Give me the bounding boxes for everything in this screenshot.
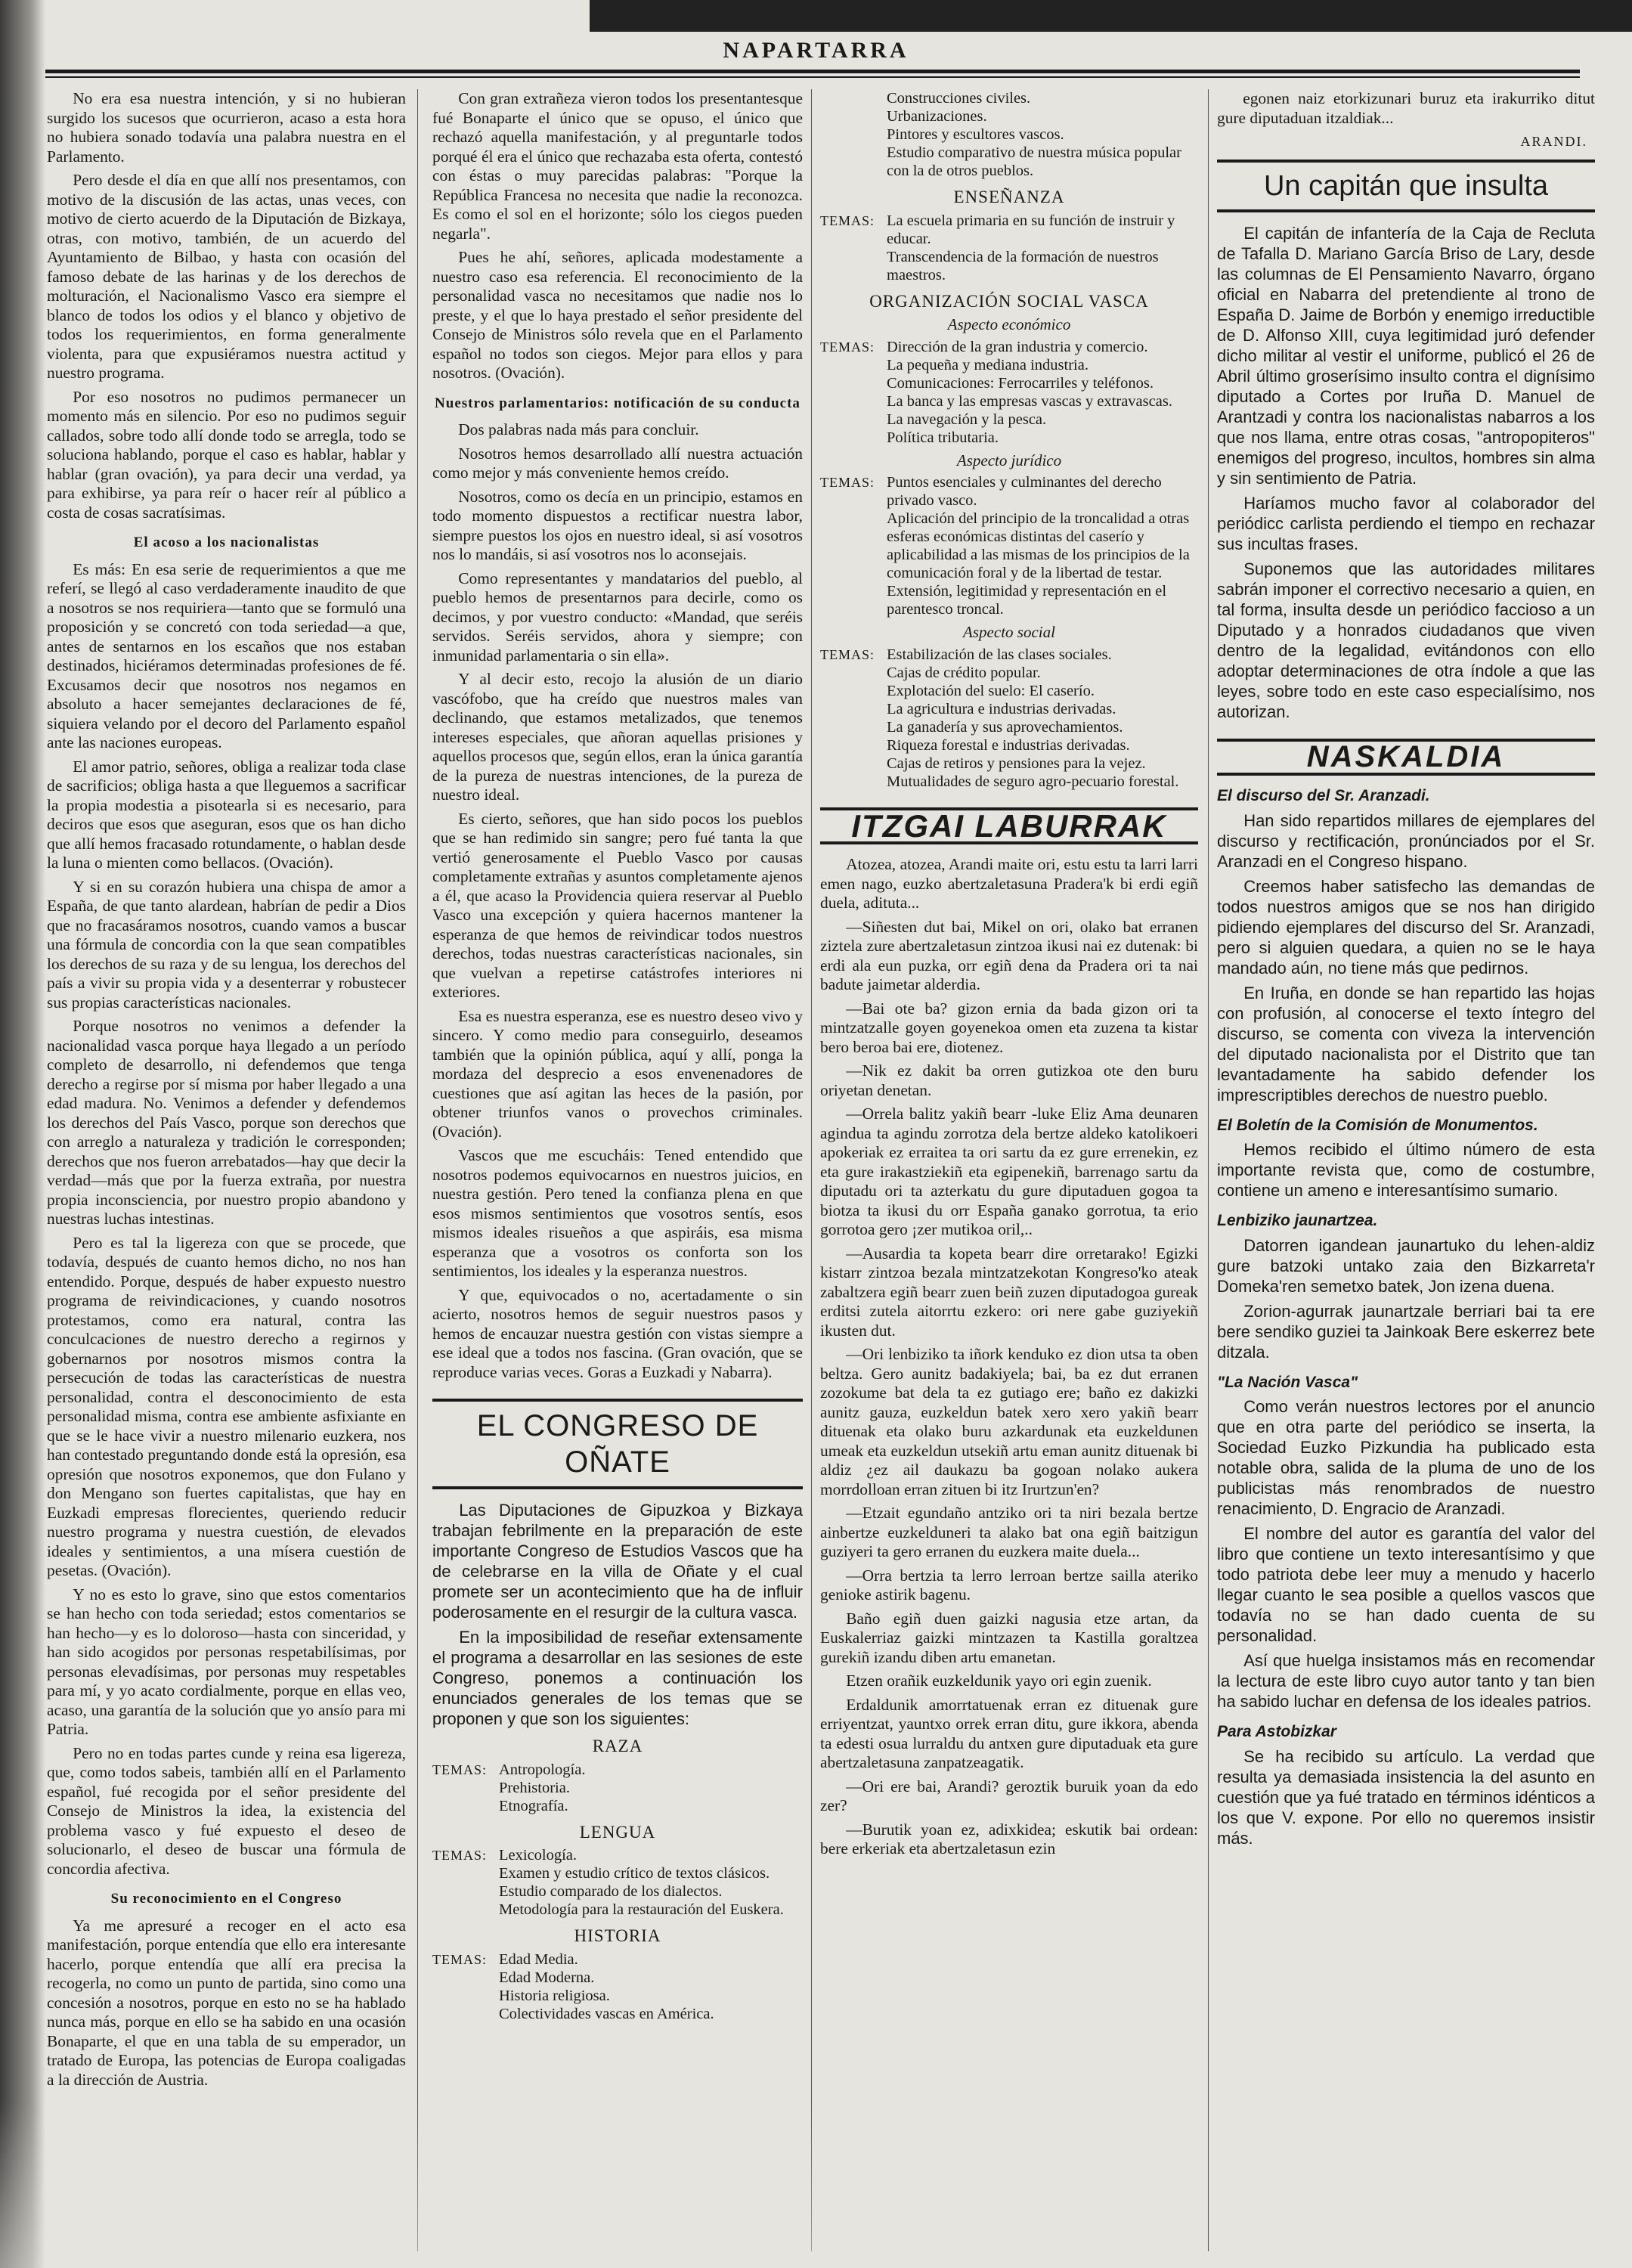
paragraph: —Bai ote ba? gizon ernia da bada gizon ori ta mintzatzalle goyen goyenekoa omen eta zuzena ta kistar bero beroa bai ere, diotenez. <box>820 999 1198 1056</box>
article-paragraphs <box>432 420 803 1382</box>
paragraph: Dos palabras nada más para concluir. <box>458 420 699 438</box>
tema-item: La escuela primaria en su función de instruir y educar. <box>887 212 1175 247</box>
column-3 <box>820 89 1198 2259</box>
paragraph: —Ausardia ta kopeta bearr dire orretarako! Egizki kistarr zintzoa bezala mintzatzekotan Kongreso'ko ateak zabaltzera egiñ bearr zuen beiñ zuzen diputadogoa gureak erditsi zutela aitorrtu ezkero: ori nere gabe guziyekiñ ikusten dut. <box>820 1244 1198 1340</box>
congreso-headline-box <box>432 1399 803 1489</box>
article-paragraphs <box>47 560 406 1879</box>
tema-item: Mutualidades de seguro agro-pecuario forestal. <box>887 773 1179 790</box>
tema-item: Edad Media. <box>499 1950 578 1968</box>
capitan-headline-box <box>1217 160 1595 212</box>
naskaldia-headline: NASKALDIA <box>1306 739 1506 773</box>
topic-subheading: Aspecto jurídico <box>956 451 1062 469</box>
paragraph: Ya me apresuré a recoger en el acto esa manifestación, porque entendía que ello era interesante hacerlo, porque entendía que allí era precisa la recogerla, no como un punto de partida, sino como una concesión a nosotros, porque en esto no se ha hablado nunca más, porque en ello se ha sabido en una ocasión Bonaparte, el que en una tabla de su emperador, un tratado de Europa, las potencias de Europa coaligadas a la dirección de Austria. <box>47 1916 406 2089</box>
article-paragraphs <box>432 1500 803 1729</box>
tema-item: La pequeña y mediana industria. <box>887 356 1089 373</box>
tema-item: Examen y estudio crítico de textos clásicos. <box>499 1865 770 1882</box>
paragraph: En la imposibilidad de reseñar extensamente el programa a desarrollar en las sesiones de este Congreso, ponemos a continuación los enunciados generales de los temas que se proponen y que son los siguientes: <box>432 1628 803 1728</box>
tema-item: Colectividades vascas en América. <box>499 2005 714 2022</box>
paragraph: Es cierto, señores, que han sido pocos los pueblos que se han redimido sin sangre; pero fué tanta la que vertió generosamente el Pueblo Vasco por causas completamente extrañas y asuntos completamente ajenos a él, que acaso la Providencia quiera reservar al Pueblo Vasco una excepción y quiera hacernos mantener la esperanza de que hemos de reivindicar todos nuestros derechos, todas nuestras características nacionales, sin que vuelvan a repetirse catástrofes interiores ni exteriores. <box>432 809 803 1001</box>
temas-items <box>887 338 1198 447</box>
tema-item: Estudio comparativo de nuestra música popular con la de otros pueblos. <box>887 144 1181 179</box>
topic-heading: LENGUA <box>579 1822 656 1842</box>
tema-item: Urbanizaciones. <box>887 108 987 125</box>
binding-shadow <box>0 0 45 2268</box>
article-paragraphs <box>1217 1235 1595 1362</box>
temas-block <box>820 212 1198 284</box>
article-paragraphs <box>1217 89 1595 128</box>
temas-items <box>499 1761 803 1815</box>
tema-item: Pintores y escultores vascos. <box>887 126 1064 143</box>
tema-item: La agricultura e industrias derivadas. <box>887 700 1116 717</box>
temas-block <box>432 1761 803 1815</box>
paragraph: Y si en su corazón hubiera una chispa de amor a España, de que tanto alardean, habrían de pedir a Dios que no fracasáramos nosotros, cuando vamos a buscar una fórmula de concordia con la que sean compatibles los derechos de su raza y de su lengua, los derechos del país a vivir su propia vida y a desenterrar y robustecer sus propias características nacionales. <box>47 877 406 1012</box>
paragraph: Con gran extrañeza vieron todos los presentantesque fué Bonaparte el único que se opuso, el único que rechazó aquella manifestación, y al preguntarle todos porqué él era el único que rechazaba esta oferta, contestó con éstas o muy parecidas palabras: "Porque la República Francesa no necesita que nadie la reconozca. Es como el sol en el horizonte; sólo los ciegos pueden negarla". <box>432 89 803 243</box>
paragraph: El nombre del autor es garantía del valor del libro que contiene un texto interesantísimo y que todo patriota debe leer muy a menudo y hacerlo llegar cuanto le sea posible a quellos vascos que todavía no se han dado cuenta de su personalidad. <box>1217 1524 1595 1645</box>
temas-block <box>432 1846 803 1919</box>
paragraph: Y no es esto lo grave, sino que estos comentarios se han hecho con toda seriedad; estos comentarios se han hecho—y es lo doloroso—hasta con sinceridad, y han sido acogidos por personas respetabilísimas, por personas elevadísimas, por personas muy respetables para mí, y yo acato cordialmente, porque en ellas veo, acaso, una garantía de la solución que yo ansío para mi Patria. <box>47 1585 406 1738</box>
temas-items <box>887 646 1198 791</box>
column-1 <box>47 89 406 2259</box>
article-paragraphs <box>820 855 1198 1859</box>
column-divider <box>811 89 812 2251</box>
column-4 <box>1217 89 1595 2259</box>
tema-item: La navegación y la pesca. <box>887 411 1047 428</box>
paragraph: Erdaldunik amorrtatuenak erran ez dituenak gure erriyentzat, yauntxo orrek erran ditu, gure ikkora, abenda ta edesti osua lurraldu du antxen gure diputaduak eta gure abertzaletasuna zanpatzeagatik. <box>820 1695 1198 1771</box>
temas-label: TEMAS: <box>432 1761 488 1777</box>
topic-subheading: Aspecto social <box>963 623 1055 641</box>
temas-label: TEMAS: <box>432 1848 488 1863</box>
article-paragraphs <box>432 89 803 383</box>
paragraph: —Ori ere bai, Arandi? geroztik buruik yoan da edo zer? <box>820 1777 1198 1814</box>
paragraph: —Nik ez dakit ba orren gutizkoa ote den buru oriyetan denetan. <box>820 1061 1198 1099</box>
topic-heading: RAZA <box>592 1737 643 1755</box>
temas-block <box>820 473 1198 618</box>
temas-items <box>887 473 1198 618</box>
temas-block <box>820 338 1198 447</box>
topic-heading: ORGANIZACIÓN SOCIAL VASCA <box>869 291 1149 311</box>
tema-item: La banca y las empresas vascas y extravascas. <box>887 392 1172 410</box>
paragraph: En Iruña, en donde se han repartido las hojas con profusión, al conocerse el texto íntegro del discurso, se comenta con viveza la intervención del diputado nacionalista por el Distrito que tan levantadamente ha sabido defender los imprescriptibles derechos de nuestro pueblo. <box>1217 983 1595 1105</box>
article-paragraphs <box>1217 223 1595 722</box>
paragraph: No era esa nuestra intención, y si no hubieran surgido los sucesos que ocurrieron, acaso a esta hora no hubiera sonado todavía una palabra nuestra en el Parlamento. <box>47 89 406 166</box>
paragraph: —Ori lenbiziko ta iñork kenduko ez dion utsa ta oben beltza. Gero aunitz badakiyela; bai, ba ez dut erranen zozokume bat dela ta ez gutiago ere; baño ez dakizki aunitz gauza, euzkeldun batek xero xero yakiñ bearr dituenak eta olako buru azkardunak eta euzkeldunen umeak eta euzkeldun utsekiñ artu eman aunitz dituenak bi aldiz ¿ez ail daukazu ba gogoan nolako aukera morrdolloan erran zituen bi itz Irurtzun'en? <box>820 1345 1198 1498</box>
news-item-heading: El discurso del Sr. Aranzadi. <box>1217 787 1430 804</box>
news-item-heading: Lenbiziko jaunartzea. <box>1217 1212 1378 1229</box>
paragraph: Las Diputaciones de Gipuzkoa y Bizkaya trabajan febrilmente en la preparación de este importante Congreso de Estudios Vascos que ha de celebrarse en la villa de Oñate y el cual promete ser un acontecimiento que ha de influir poderosamente en el resurgir de la cultura vasca. <box>432 1501 803 1622</box>
temas-label: TEMAS: <box>820 212 875 228</box>
paragraph: Y que, equivocados o no, acertadamente o sin acierto, nosotros hemos de seguir nuestros pasos y hemos de encauzar nuestra gestión con vistas siempre a ese ideal que a todos nos fascina. (Gran ovación, que se reproduce varias veces. Goras a Euzkadi y Nabarra). <box>432 1285 803 1381</box>
article-paragraphs <box>1217 1396 1595 1712</box>
tema-item: La ganadería y sus aprovechamientos. <box>887 718 1123 736</box>
tema-item: Puntos esenciales y culminantes del derecho privado vasco. <box>887 474 1162 509</box>
paragraph: Así que huelga insistamos más en recomendar la lectura de este libro cuyo autor tanto y tan bien ha sabido luchar en defensa de los ideales patrios. <box>1217 1651 1595 1711</box>
temas-block <box>432 1950 803 2023</box>
topic-subheading: Aspecto económico <box>947 315 1071 333</box>
naskaldia-headline-box <box>1217 739 1595 776</box>
paragraph: El amor patrio, señores, obliga a realizar toda clase de sacrificios; obliga hasta a que lleguemos a sacrificar la propia modestia a pisotearla si es necesario, para deciros que esos que aseguran, esos que os han dicho que allí hemos fracasado rotundamente, o hablan desde la luna o mienten como bellacos. (Ovación). <box>47 757 406 872</box>
temas-items <box>820 89 1198 180</box>
paragraph: Nosotros, como os decía en un principio, estamos en todo momento dispuestos a rectificar nuestra labor, siempre puestos los ojos en nuestro ideal, si así vosotros nos lo mandáis, si así vosotros nos lo aconsejais. <box>432 487 803 563</box>
paragraph: Se ha recibido su artículo. La verdad que resulta ya demasiada insistencia la del asunto en cuestión que ya fué tratado en términos idénticos a los que V. expone. Por ello no queremos insistir más. <box>1217 1746 1595 1848</box>
topic-heading: HISTORIA <box>574 1926 661 1945</box>
article-paragraphs <box>1217 810 1595 1105</box>
tema-item: Metodología para la restauración del Euskera. <box>499 1901 784 1918</box>
paragraph: —Etzait egundaño antziko ori ta niri bezala bertze ainbertze euzkelduneri ta alako bat ona egiñ baitzigun guziyeri ta gero erranen du euzkera maite duela... <box>820 1504 1198 1560</box>
paragraph: Datorren igandean jaunartuko du lehen-aldiz gure batzoki untako zaia den Bizkarreta'r Domeka'ren semetxo batek, Jon izena duena. <box>1217 1235 1595 1296</box>
section-subheading: El acoso a los nacionalistas <box>133 534 320 550</box>
paragraph: Pero desde el día en que allí nos presentamos, con motivo de la discusión de las actas, unas veces, con motivo de cierto acuerdo de la Diputación de Bizkaya, otras, con motivo, también, de un acuerdo del Ayuntamiento de Bilbao, y hasta con ocasión del famoso debate de las harinas y de los derechos de molturación, el Nacionalismo Vasco era siempre el blanco de todos los odios y el blanco y objetivo de todos los requerimientos, en forma generalmente violenta, para que expusiéramos nuestra actitud y nuestro programa. <box>47 171 406 382</box>
temas-label: TEMAS: <box>820 339 875 355</box>
paragraph: Hemos recibido el último número de esta importante revista que, como de costumbre, contiene un ameno e interesantísimo sumario. <box>1217 1140 1595 1200</box>
temas-items <box>499 1950 803 2023</box>
paragraph: Nosotros hemos desarrollado allí nuestra actuación como mejor y más conveniente hemos creído. <box>432 444 803 482</box>
tema-item: Edad Moderna. <box>499 1969 595 1986</box>
tema-item: Aplicación del principio de la troncalidad a otras esferas económicas distintas del caserío y aplicabilidad a las mismas de los principios de la comunicación foral y de la libertad de testar. <box>887 510 1190 581</box>
paragraph: El capitán de infantería de la Caja de Recluta de Tafalla D. Mariano García Briso de Lary, desde las columnas de El Pensamiento Navarro, órgano oficial en Nabarra del pretendiente al trono de España D. Jaime de Borbón y enemigo irreductible de D. Alfonso XIII, cuya legitimidad juró defender dicho militar al vestir el uniforme, publicó el 26 de Abril último groserísimo insulto contra el dignísimo diputado a Cortes por Iruña D. Manuel de Arantzadi y contra los nacionalistas nabarros a los que nos llama, entre otras cosas, "antropopiteros" enemigos del progreso, incultos, hombres sin alma y sin sentimiento de Patria. <box>1217 223 1595 488</box>
temas-label: TEMAS: <box>432 1951 488 1967</box>
paragraph: Haríamos mucho favor al colaborador del periódicc carlista perdiendo el tiempo en rechazar sus incultas frases. <box>1217 493 1595 553</box>
tema-item: Comunicaciones: Ferrocarriles y teléfonos. <box>887 374 1154 392</box>
tema-item: Historia religiosa. <box>499 1987 610 2004</box>
news-item-heading: Para Astobizkar <box>1217 1723 1336 1740</box>
header-rule-thin <box>45 76 1580 78</box>
header-rule <box>45 70 1580 73</box>
paragraph: Etzen orañik euzkeldunik yayo ori egin zuenik. <box>846 1672 1152 1690</box>
paragraph: —Siñesten dut bai, Mikel on ori, olako bat erranen ziztela zure abertzaletasun zintzoa ikusi nai ez dutenak: bi erdi ala eun puzka, orr egiñ dena da Pradera ori ta nai badute jaimetar alderdia. <box>820 917 1198 993</box>
paragraph: Pues he ahí, señores, aplicada modestamente a nuestro caso esa referencia. El reconocimiento de la personalidad vasca no necesitamos que nadie nos lo preste, y el que lo haya prestado el señor presidente del Consejo de Ministros sólo revela que en el Parlamento español no todos son ciegos. Mejor para ellos y para nosotros. (Ovación). <box>432 248 803 382</box>
itzgai-headline: ITZGAI LABURRAK <box>851 807 1167 844</box>
paragraph: Atozea, atozea, Arandi maite ori, estu estu ta larri larri emen nago, euzko abertzaletasuna Pradera'k bi erdi egiñ duela, adituta... <box>820 855 1198 912</box>
masthead: NAPARTARRA <box>723 38 909 63</box>
temas-items <box>499 1846 803 1919</box>
tema-item: Extensión, legitimidad y representación en el parentesco troncal. <box>887 583 1167 618</box>
paragraph: —Orra bertzia ta lerro lerroan bertze sailla ateriko genioke astirik bagenu. <box>820 1566 1198 1603</box>
temas-items <box>887 212 1198 284</box>
page-top-edge <box>590 0 1632 32</box>
tema-item: Transcendencia de la formación de nuestros maestros. <box>887 248 1159 284</box>
paragraph: Suponemos que las autoridades militares sabrán imponer el correctivo necesario a quien, en tal forma, insulta desde un periódico faccioso a un Diputado y a honrados ciudadanos que viven dentro de la legalidad, evitándonos con ello adoptar determinaciones de otra índole a que las leyes, sobre todo en este caso especialísimo, nos autorizan. <box>1217 559 1595 721</box>
tema-item: Lexicología. <box>499 1847 578 1864</box>
paragraph: Pero es tal la ligereza con que se procede, que todavía, después de cuanto hemos dicho, no nos han entendido. Porque, después de haber expuesto nuestro programa de reivindicaciones, y cuando nosotros protestamos, como era natural, contra las conculcaciones de nuestro derecho a regirnos y gobernarnos por nosotros mismos contra la persecución de todas las características de nuestra personalidad, contra el desconocimiento de esta personalidad misma, contra ese ambiente asfixiante en que se le hace vivir a nuestro milenario euzkera, nos han contestado preguntando donde está la opresión, esa opresión que nosotros exponemos, que don Fulano y don Mengano son fuertes capitalistas, que hay en Euzkadi empresas florecientes, queriendo reducir nuestro programa y nuestra cuestión, de elevados ideales y sentimientos, a una mísera cuestión de pesetas. (Ovación). <box>47 1233 406 1579</box>
paragraph: Pero no en todas partes cunde y reina esa ligereza, que, como todos sabeis, también allí en el Parlamento español, fué recogida por el señor presidente del Consejo de Ministros la idea, la existencia del problema vasco y fué expuesto el deseo de solucionarlo, el deseo de buscar una fórmula de concordia afectiva. <box>47 1743 406 1878</box>
news-item-heading: El Boletín de la Comisión de Monumentos. <box>1217 1116 1538 1134</box>
tema-item: Riqueza forestal e industrias derivadas. <box>887 736 1130 754</box>
temas-label: TEMAS: <box>820 475 875 490</box>
paragraph: —Orrela balitz yakiñ bearr -luke Eliz Ama deunaren agindua ta agindu zorrotza dela bertze aldeko katolikoeri apokeriak ez erraitea ta ori sartu da ez gure errenekin, ez eta gure irakastziekiñ eta egipenekiñ, barrenago sartu da diputadu ori ta azterkatu du gure diputaduen gogoa ta biotza ta ikusi du orr España ganako gorrotua, ta erio gorrotoa gero ¡zer mutikoa oril,.. <box>820 1105 1198 1238</box>
paragraph: Como representantes y mandatarios del pueblo, al pueblo hemos de presentarnos para decirle, como os decimos, y por vuestro conducto: «Mandad, que seréis servidos. Seréis servidos, ahora y siempre; con inmunidad parlamentaria o sin ella». <box>432 569 803 665</box>
tema-item: Dirección de la gran industria y comercio. <box>887 338 1148 355</box>
section-subheading: Nuestros parlamentarios: notificación de su conducta <box>435 395 801 411</box>
article-paragraphs <box>47 89 406 522</box>
paragraph: Porque nosotros no venimos a defender la nacionalidad vasca porque haya llegado a un período completo de desarrollo, ni defendemos que tenga derecho a regirse por sí misma por haber llegado a una edad madura. No. Venimos a defender y defendemos los derechos del País Vasco, porque son derechos que con arreglo a naturaleza y tradición le corresponden; derechos que nos fueron arrebatados—hay que decir la verdad—más que por la fuerza extraña, por nuestra propia inconsciencia, por nuestro propio abandono y nuestras luchas intestinas. <box>47 1017 406 1228</box>
column-2 <box>432 89 803 2259</box>
temas-label: TEMAS: <box>820 646 875 662</box>
paragraph: Zorion-agurrak jaunartzale berriari bai ta ere bere sendiko guziei ta Jainkoak Bere eskerrez bete ditzala. <box>1217 1301 1595 1362</box>
column-divider <box>417 89 418 2251</box>
tema-item: Etnografía. <box>499 1797 568 1814</box>
tema-item: Antropología. <box>499 1761 586 1778</box>
tema-item: Cajas de retiros y pensiones para la vejez. <box>887 754 1146 772</box>
article-paragraphs <box>1217 1139 1595 1201</box>
tema-item: Estudio comparado de los dialectos. <box>499 1883 723 1900</box>
paragraph: Por eso nosotros no pudimos permanecer un momento más en silencio. Por eso no pudimos seguir callados, sobre todo allí donde todo se arregla, todo se soluciona hablando, porque el caso es hablar, hablar y hablar (gran ovación), ya para decir una verdad, ya para exhibirse, ya para reír o hacer reír al público a costa de cosas sacratísimas. <box>47 387 406 522</box>
paragraph: Baño egiñ duen gaizki nagusia etze artan, da Euskalerriaz gaizki mintzazen ta Kastilla goraltzea gurekiñ izandu diben artu emanetan. <box>820 1609 1198 1666</box>
tema-item: Construcciones civiles. <box>887 90 1031 107</box>
article-paragraphs <box>1217 1746 1595 1848</box>
tema-item: Cajas de crédito popular. <box>887 664 1041 681</box>
paragraph: Como verán nuestros lectores por el anuncio que en otra parte del periódico se inserta, la Sociedad Euzko Pizkundia ha publicado esta notable obra, salida de la pluma de uno de los publicistas más renombrados de nuestro renacimiento, D. Engracio de Aranzadi. <box>1217 1397 1595 1518</box>
section-subheading: Su reconocimiento en el Congreso <box>110 1891 342 1907</box>
tema-item: Prehistoria. <box>499 1779 570 1796</box>
column-divider <box>1208 89 1209 2251</box>
temas-block <box>820 646 1198 791</box>
paragraph: Esa es nuestra esperanza, ese es nuestro deseo vivo y sincero. Y como medio para conseguirlo, deseamos también que la opinión pública, aquí y allí, ponga la mordaza del desprecio a esos envenenadores de cuestiones que así agitan las heces de la pasión, por obtener triunfos vanos o provechos criminales. (Ovación). <box>432 1006 803 1141</box>
paragraph: Es más: En esa serie de requerimientos a que me referí, se llegó al caso verdaderamente inaudito de que a nosotros se nos requiriera—tanto que se formuló una proposición y se concretó con toda seriedad—a que, antes de sentarnos en los escaños que nos estaban destinados, hiciéramos determinadas profesiones de fé. Excusamos decir que nosotros nos negamos en absoluto a hacer semejantes declaraciones de fé, siquiera velando por el decoro del Parlamento español ante las naciones europeas. <box>47 559 406 751</box>
paragraph: —Burutik yoan ez, adixkidea; eskutik bai ordean: bere erkeriak eta abertzaletasun ezin <box>820 1820 1198 1857</box>
article-paragraphs <box>47 1916 406 2090</box>
topic-heading: ENSEÑANZA <box>953 187 1065 206</box>
paragraph: Vascos que me escucháis: Tened entendido que nosotros podemos equivocarnos en nuestros juicios, en nuestra gestión. Pero tened la confianza plena en que esos mismos sentimientos que vosotros sentís, esos mismos ideales risueños a que aspiráis, esa misma esperanza que a vosotros os conforta son los sentimientos, los ideales y la esperanza nuestros. <box>432 1146 803 1280</box>
paragraph: egonen naiz etorkizunari buruz eta irakurriko ditut gure diputaduan itzaldiak... <box>1217 89 1595 127</box>
signature: ARANDI. <box>1520 134 1587 149</box>
itzgai-headline-box <box>820 807 1198 845</box>
paragraph: Y al decir esto, recojo la alusión de un diario vascófobo, que ha creído que nuestros males van declinando, que estamos metalizados, que tenemos intereses especiales, que añoran aquellas prisiones y aquellos procesos que, según ellos, eran la única garantía de la pureza de nuestras intenciones, de la pureza de nuestro ideal. <box>432 670 803 804</box>
congreso-headline: EL CONGRESO DE OÑATE <box>476 1409 759 1479</box>
tema-item: Explotación del suelo: El caserío. <box>887 682 1095 699</box>
paragraph: Han sido repartidos millares de ejemplares del discurso y rectificación, pronúnciados por el Sr. Aranzadi en el Congreso hispano. <box>1217 810 1595 871</box>
paragraph: Creemos haber satisfecho las demandas de todos nuestros amigos que se nos han dirigido pidiendo ejemplares del discurso del Sr. Aranzadi, pero si alguien quedara, a quien no se le haya mandado aún, no tiene más que pedirnos. <box>1217 876 1595 978</box>
tema-item: Estabilización de las clases sociales. <box>887 646 1112 663</box>
capitan-headline: Un capitán que insulta <box>1263 169 1549 202</box>
news-item-heading: "La Nación Vasca" <box>1217 1373 1358 1391</box>
tema-item: Política tributaria. <box>887 429 999 446</box>
